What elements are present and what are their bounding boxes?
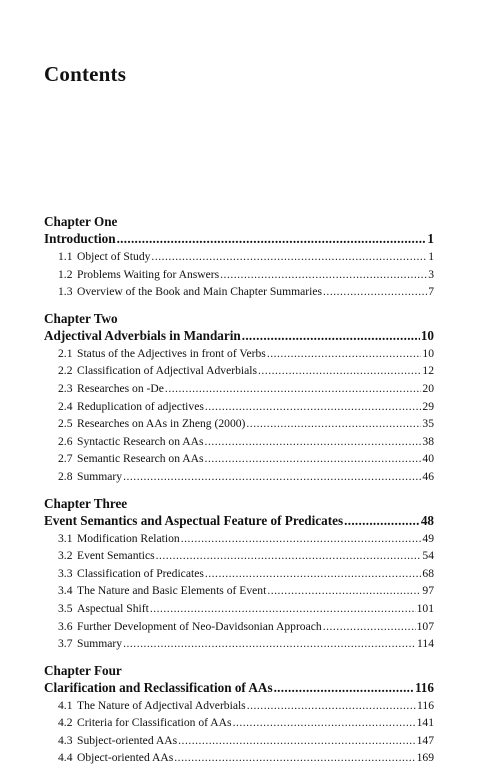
section-title: Modification Relation <box>77 531 180 545</box>
section-title: Problems Waiting for Answers <box>77 267 220 281</box>
section-title: Overview of the Book and Main Chapter Summaries <box>77 285 323 299</box>
dot-leader <box>174 749 415 767</box>
section-number: 3.5 <box>58 601 73 615</box>
section-number: 2.2 <box>58 364 73 378</box>
chapter-1 <box>44 213 434 301</box>
section-number: 4.2 <box>58 716 73 730</box>
dot-leader <box>151 248 427 266</box>
section-title: Further Development of Neo-Davidsonian Approach <box>77 619 322 633</box>
section-title: Classification of Predicates <box>77 566 204 580</box>
toc-entry[interactable] <box>44 450 434 468</box>
section-page-number: 20 <box>422 381 434 395</box>
section-page-number: 97 <box>422 584 434 598</box>
dot-leader <box>156 547 422 565</box>
section-number: 2.6 <box>58 434 73 448</box>
section-page-number: 169 <box>416 751 434 765</box>
section-page-number: 3 <box>428 267 434 281</box>
section-number: 3.1 <box>58 531 73 545</box>
chapter-title: Introduction <box>44 231 116 246</box>
toc-entry[interactable] <box>44 398 434 416</box>
dot-leader <box>117 230 427 247</box>
dot-leader <box>205 433 422 451</box>
section-number: 1.2 <box>58 267 73 281</box>
section-title: The Nature of Adjectival Adverbials <box>77 698 246 712</box>
section-page-number: 68 <box>422 566 434 580</box>
section-page-number: 54 <box>422 549 434 563</box>
dot-leader <box>258 362 421 380</box>
chapter-title-row[interactable] <box>44 679 434 697</box>
chapter-3 <box>44 495 434 653</box>
toc-entry[interactable] <box>44 565 434 583</box>
section-number: 3.7 <box>58 637 73 651</box>
dot-leader <box>123 635 416 653</box>
section-number: 3.6 <box>58 619 73 633</box>
dot-leader <box>267 345 422 363</box>
chapter-page-number: 48 <box>420 512 434 528</box>
section-title: Researches on -De <box>77 381 164 395</box>
dot-leader <box>233 714 416 732</box>
toc-entry[interactable] <box>44 248 434 266</box>
section-page-number: 49 <box>422 531 434 545</box>
chapter-4 <box>44 662 434 767</box>
chapter-title: Clarification and Reclassification of AAs <box>44 679 273 695</box>
toc-entry[interactable] <box>44 433 434 451</box>
toc-entry[interactable] <box>44 547 434 565</box>
dot-leader <box>323 618 416 636</box>
chapter-page-number: 116 <box>414 679 434 695</box>
section-page-number: 29 <box>422 399 434 413</box>
toc-entry[interactable] <box>44 380 434 398</box>
section-page-number: 116 <box>417 698 434 712</box>
dot-leader <box>323 283 427 301</box>
section-title: Reduplication of adjectives <box>77 399 204 413</box>
dot-leader <box>205 450 422 468</box>
section-number: 2.4 <box>58 399 73 413</box>
toc-entry[interactable] <box>44 697 434 715</box>
section-number: 3.4 <box>58 584 73 598</box>
dot-leader <box>274 679 414 696</box>
toc-entry[interactable] <box>44 415 434 433</box>
section-title: Subject-oriented AAs <box>77 733 178 747</box>
section-page-number: 141 <box>416 716 434 730</box>
toc-entry[interactable] <box>44 582 434 600</box>
toc-entry[interactable] <box>44 362 434 380</box>
dot-leader <box>344 512 420 529</box>
toc-entry[interactable] <box>44 345 434 363</box>
chapter-title-row[interactable] <box>44 327 434 345</box>
section-title: Object-oriented AAs <box>77 751 174 765</box>
toc-entry[interactable] <box>44 749 434 767</box>
dot-leader <box>220 266 427 284</box>
section-title: Semantic Research on AAs <box>77 452 204 466</box>
section-page-number: 7 <box>428 285 434 299</box>
chapter-title: Adjectival Adverbials in Mandarin <box>44 327 241 343</box>
section-page-number: 1 <box>428 250 434 263</box>
section-page-number: 114 <box>417 637 434 651</box>
section-number: 2.7 <box>58 452 73 466</box>
section-title: Summary <box>77 637 123 651</box>
section-number: 2.5 <box>58 417 73 431</box>
chapter-page-number: 10 <box>420 327 434 343</box>
section-title: Event Semantics <box>77 549 155 563</box>
section-title: Classification of Adjectival Adverbials <box>77 364 257 378</box>
toc-entry[interactable] <box>44 732 434 750</box>
section-number: 3.3 <box>58 566 73 580</box>
section-page-number: 38 <box>422 434 434 448</box>
section-page-number: 46 <box>422 469 434 483</box>
chapter-page-number: 1 <box>427 231 434 246</box>
page-title: Contents <box>44 62 127 86</box>
toc-entry[interactable] <box>44 530 434 548</box>
section-title: The Nature and Basic Elements of Event <box>77 584 267 598</box>
section-title: Summary <box>77 469 123 483</box>
section-title: Aspectual Shift <box>77 601 149 615</box>
dot-leader <box>123 468 421 486</box>
toc-entry[interactable] <box>44 468 434 486</box>
chapter-number: Chapter One <box>44 214 118 229</box>
section-title: Criteria for Classification of AAs <box>77 716 232 730</box>
section-page-number: 10 <box>422 346 434 360</box>
dot-leader <box>178 732 415 750</box>
toc-entry[interactable] <box>44 618 434 636</box>
section-number: 2.1 <box>58 346 73 360</box>
chapter-title-row[interactable] <box>44 230 434 248</box>
dot-leader <box>150 600 416 618</box>
dot-leader <box>246 415 421 433</box>
section-number: 3.2 <box>58 549 73 563</box>
section-title: Syntactic Research on AAs <box>77 434 204 448</box>
toc-entry[interactable] <box>44 600 434 618</box>
section-number: 1.3 <box>58 285 73 299</box>
dot-leader <box>242 327 420 344</box>
dot-leader <box>267 582 421 600</box>
section-page-number: 12 <box>422 364 434 378</box>
chapter-2 <box>44 310 434 486</box>
section-title: Status of the Adjectives in front of Verbs <box>77 346 266 360</box>
section-page-number: 35 <box>422 417 434 431</box>
table-of-contents <box>44 213 434 776</box>
toc-entry[interactable] <box>44 283 434 301</box>
toc-entry[interactable] <box>44 635 434 653</box>
dot-leader <box>205 565 422 583</box>
section-page-number: 40 <box>422 452 434 466</box>
section-title: Researches on AAs in Zheng (2000) <box>77 417 246 431</box>
section-number: 4.1 <box>58 698 73 712</box>
section-number: 2.3 <box>58 381 73 395</box>
chapter-title-row[interactable] <box>44 512 434 530</box>
dot-leader <box>205 398 422 416</box>
chapter-title: Event Semantics and Aspectual Feature of Predicates <box>44 512 344 528</box>
section-title: Object of Study <box>77 250 151 263</box>
section-number: 4.3 <box>58 733 73 747</box>
section-number: 4.4 <box>58 751 73 765</box>
toc-entry[interactable] <box>44 714 434 732</box>
section-number: 1.1 <box>58 250 73 263</box>
section-number: 2.8 <box>58 469 73 483</box>
section-page-number: 107 <box>416 619 434 633</box>
toc-entry[interactable] <box>44 266 434 284</box>
dot-leader <box>247 697 416 715</box>
chapter-number: Chapter Two <box>44 310 118 326</box>
section-page-number: 101 <box>416 601 434 615</box>
chapter-number: Chapter Three <box>44 495 128 511</box>
dot-leader <box>165 380 421 398</box>
section-page-number: 147 <box>416 733 434 747</box>
chapter-number: Chapter Four <box>44 662 122 678</box>
dot-leader <box>181 530 422 548</box>
